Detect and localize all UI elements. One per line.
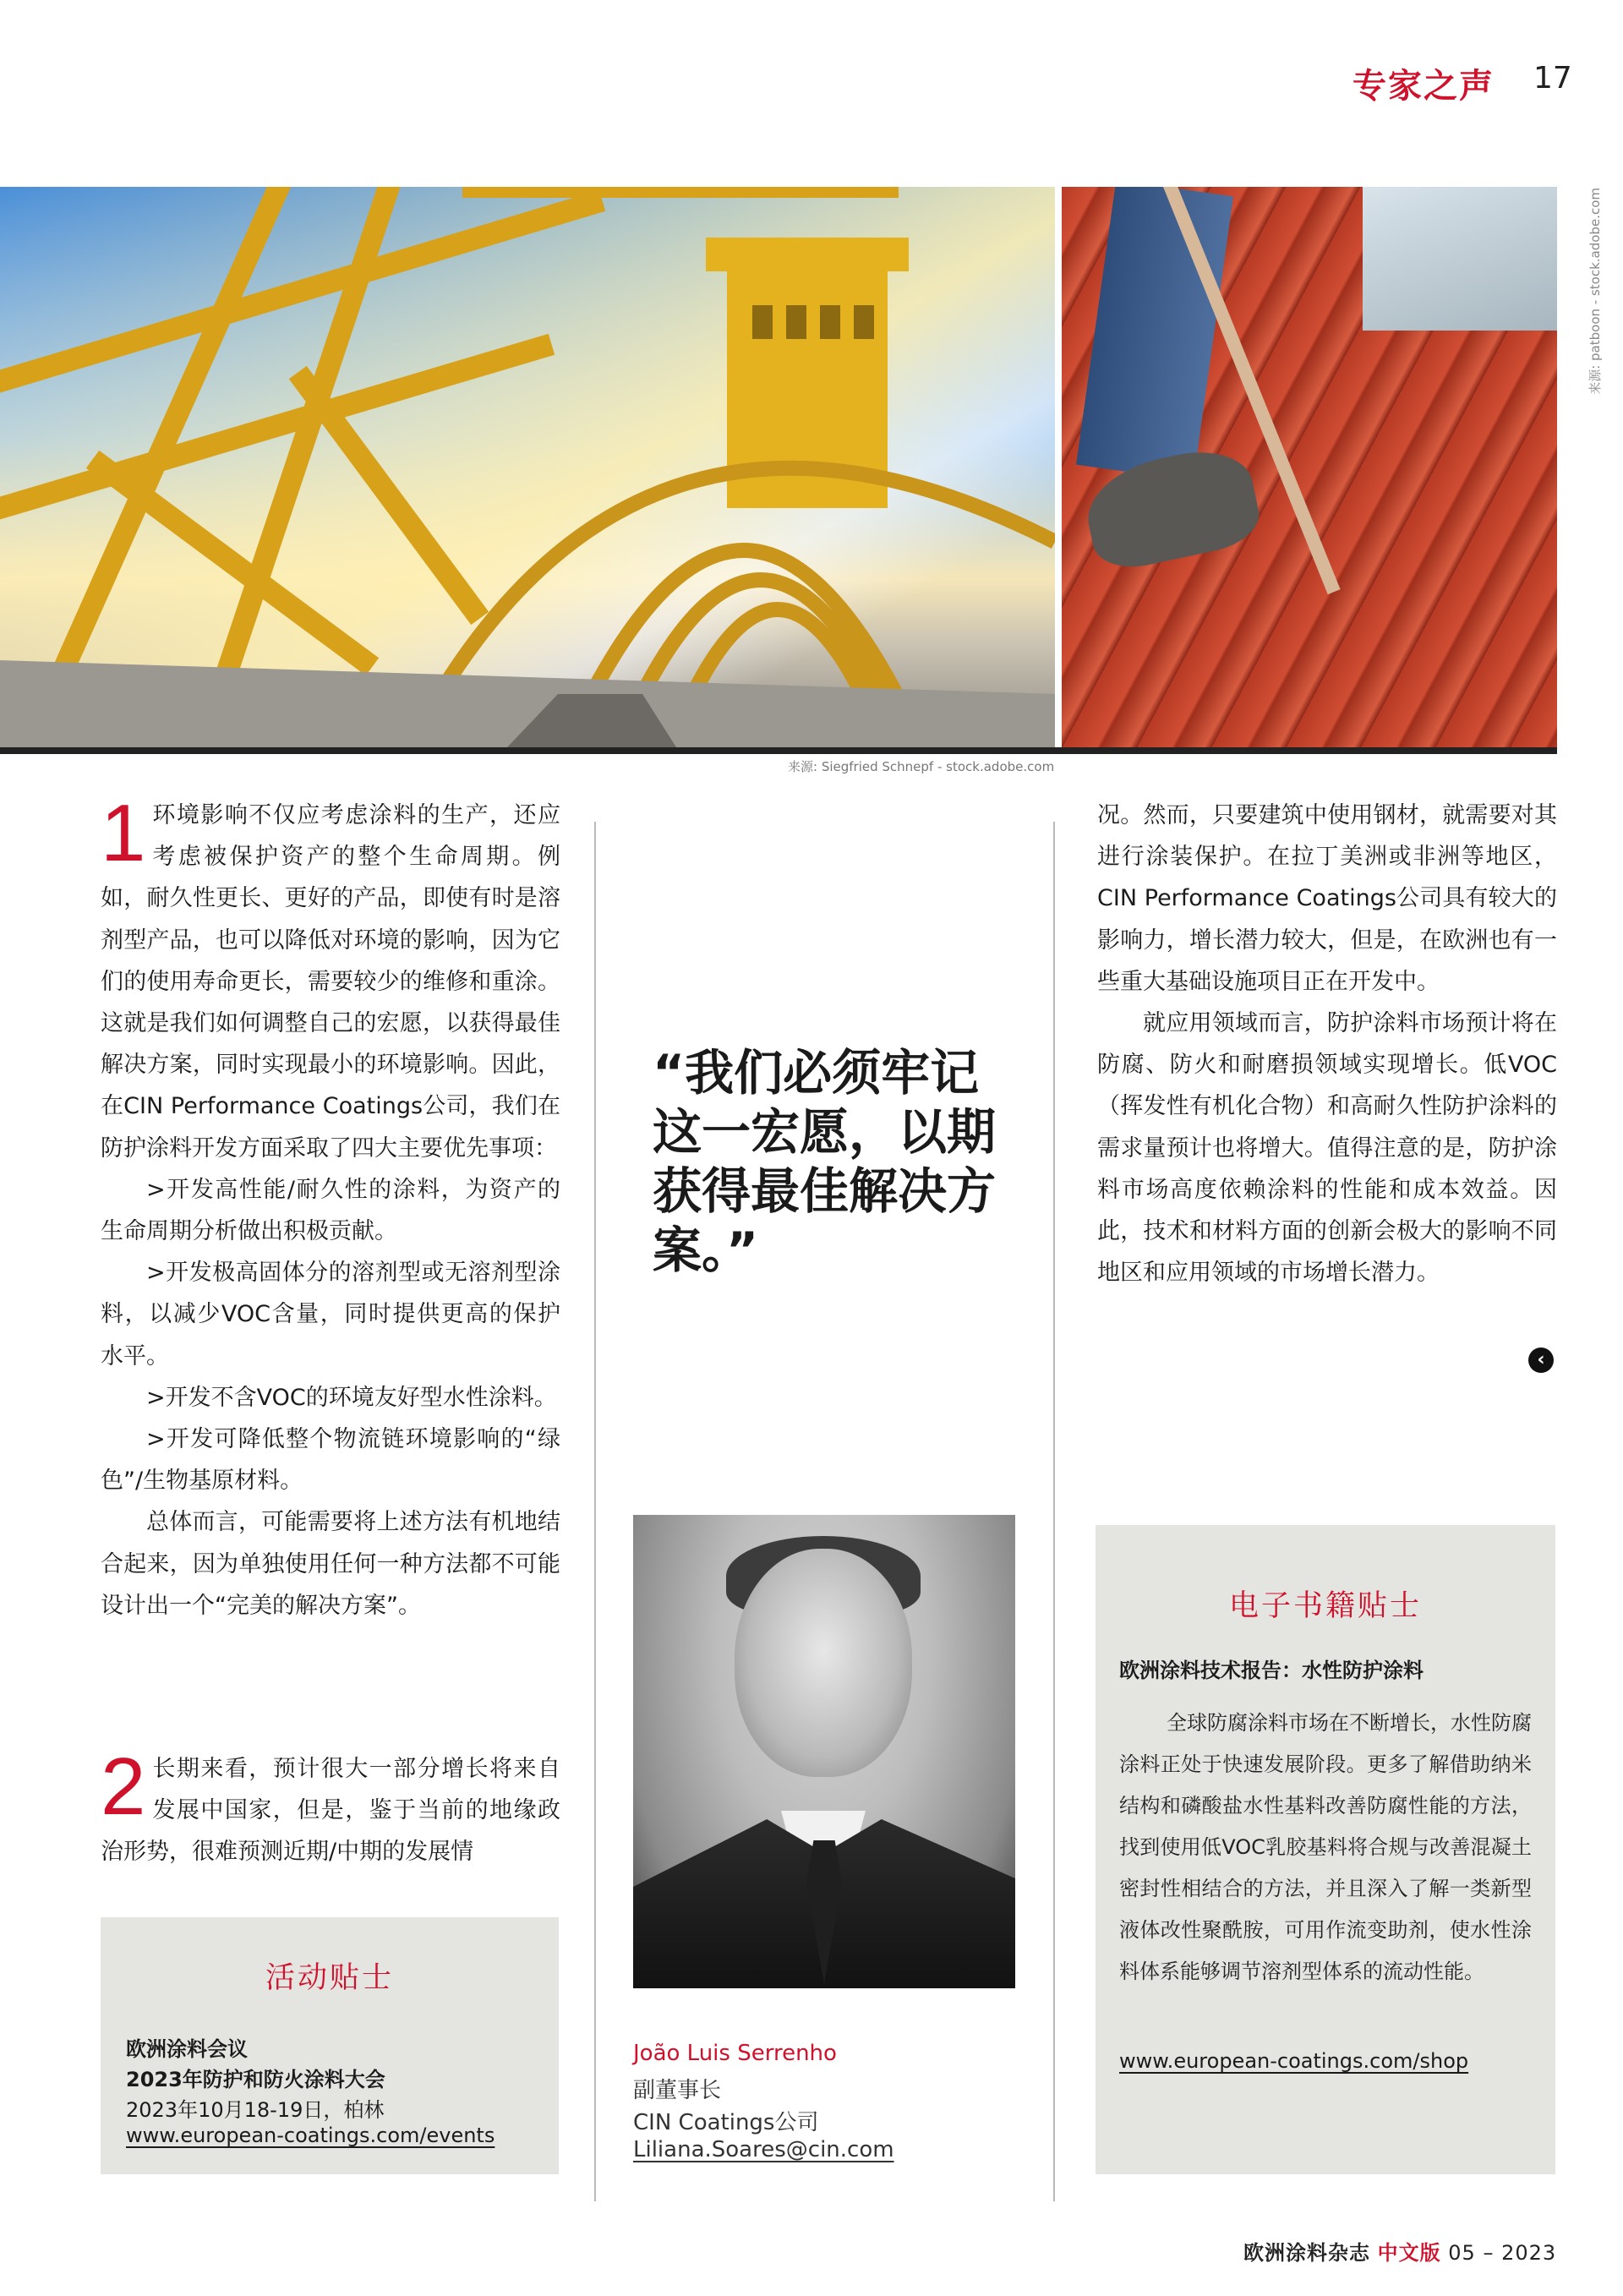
ebook-subtitle: 欧洲涂料技术报告：水性防护涂料 bbox=[1119, 1659, 1424, 1682]
bridge-photo bbox=[0, 187, 1055, 747]
roof-painting-photo bbox=[1062, 187, 1557, 747]
column-divider-right bbox=[1053, 822, 1055, 2201]
article-left-column bbox=[101, 788, 560, 1626]
pull-quote: “我们必须牢记这一宏愿，以期获得最佳解决方案。” bbox=[653, 1044, 997, 1279]
bullet-item: >开发高性能/耐久性的涂料，为资产的生命周期分析做出积极贡献。 bbox=[101, 1176, 560, 1245]
article-right-column bbox=[1097, 795, 1557, 1293]
roof-photo-leg bbox=[1076, 187, 1233, 481]
event-tip-box bbox=[101, 1917, 559, 2174]
article-summary-paragraph: 总体而言，可能需要将上述方法有机地结合起来，因为单独使用任何一种方法都不可能设计出一个“完美的解决方案”。 bbox=[101, 1509, 560, 1619]
chevron-left-icon[interactable]: ‹ bbox=[1528, 1348, 1554, 1373]
bullet-item: >开发不含VOC的环境友好型水性涂料。 bbox=[146, 1384, 557, 1411]
roof-photo-wall bbox=[1363, 187, 1557, 331]
footer-edition: 中文版 bbox=[1377, 2241, 1441, 2265]
footer-magazine: 欧洲涂料杂志 bbox=[1243, 2241, 1370, 2265]
photo-credit-side-text: 来源: patboon - stock.adobe.com bbox=[1587, 188, 1603, 395]
event-box-title: 活动贴士 bbox=[265, 1961, 394, 1995]
person-portrait bbox=[633, 1515, 1015, 1975]
page-footer bbox=[1243, 2236, 1556, 2266]
article-paragraph-3: 况。然而，只要建筑中使用钢材，就需要对其进行涂装保护。在拉丁美洲或非洲等地区，CIN Performance Coatings公司具有较大的影响力，增长潜力较大，但是，在欧洲也有一些重大基础设施项目正在开发中。 bbox=[1097, 802, 1557, 995]
footer-issue: 05 – 2023 bbox=[1448, 2241, 1557, 2265]
person-company: CIN Coatings公司 bbox=[633, 2110, 819, 2135]
article-left-column-2 bbox=[101, 1741, 560, 1873]
event-date-location: 2023年10月18-19日，柏林 bbox=[126, 2098, 385, 2122]
ebook-description: 全球防腐涂料市场在不断增长，水性防腐涂料正处于快速发展阶段。更多了解借助纳米结构和磷酸盐水性基料改善防腐性能的方法，找到使用低VOC乳胶基料将合规与改善混凝土密封性相结合的方法，并且深入了解一类新型液体改性聚酰胺，可用作流变助剂，使水性涂料体系能够调节溶剂型体系的流动性能。 bbox=[1119, 1711, 1532, 1983]
person-email-link[interactable]: Liliana.Soares@cin.com bbox=[633, 2137, 894, 2162]
page-number: 17 bbox=[1533, 61, 1572, 96]
dropcap-2: 2 bbox=[101, 1741, 146, 1832]
event-name: 欧洲涂料会议 bbox=[126, 2037, 248, 2061]
bullet-item: >开发可降低整个物流链环境影响的“绿色”/生物基原材料。 bbox=[101, 1426, 560, 1495]
ebook-box-title: 电子书籍贴士 bbox=[1228, 1589, 1422, 1623]
event-subtitle: 2023年防护和防火涂料大会 bbox=[126, 2068, 385, 2091]
article-paragraph-4: 就应用领域而言，防护涂料市场预计将在防腐、防火和耐磨损领域实现增长。低VOC（挥发性有机化合物）和高耐久性防护涂料的需求量预计也将增大。值得注意的是，防护涂料市场高度依赖涂料的性能和成本效益。因此，技术和材料方面的创新会极大的影响不同地区和应用领域的市场增长潜力。 bbox=[1097, 1010, 1557, 1287]
dropcap-1: 1 bbox=[101, 788, 146, 878]
section-title: 专家之声 bbox=[1352, 67, 1495, 106]
article-paragraph-1: 环境影响不仅应考虑涂料的生产，还应考虑被保护资产的整个生命周期。例如，耐久性更长、更好的产品，即使有时是溶剂型产品，也可以降低对环境的影响，因为它们的使用寿命更长，需要较少的维修和重涂。这就是我们如何调整自己的宏愿，以获得最佳解决方案，同时实现最小的环境影响。因此，在CIN Performance Coatings公司，我们在防护涂料开发方面采取了四大主要优先事项： bbox=[101, 802, 560, 1162]
ebook-tip-box bbox=[1096, 1525, 1555, 2174]
column-divider-left bbox=[594, 822, 596, 2201]
ebook-shop-link[interactable]: www.european-coatings.com/shop bbox=[1119, 2049, 1469, 2073]
person-name: João Luis Serrenho bbox=[633, 2041, 837, 2066]
portrait-head bbox=[735, 1549, 912, 1777]
person-title: 副董事长 bbox=[633, 2078, 722, 2103]
bullet-item: >开发极高固体分的溶剂型或无溶剂型涂料，以减少VOC含量，同时提供更高的保护水平。 bbox=[101, 1260, 560, 1369]
article-paragraph-2: 长期来看，预计很大一部分增长将来自发展中国家，但是，鉴于当前的地缘政治形势，很难预测近期/中期的发展情 bbox=[101, 1756, 560, 1866]
photo-credit-side bbox=[1564, 188, 1603, 399]
photo-credit-bottom: 来源: Siegfried Schnepf - stock.adobe.com bbox=[788, 759, 1055, 774]
photo-bottom-strip bbox=[0, 747, 1557, 754]
event-link[interactable]: www.european-coatings.com/events bbox=[126, 2124, 495, 2147]
bridge-truss-illustration bbox=[0, 187, 1055, 747]
